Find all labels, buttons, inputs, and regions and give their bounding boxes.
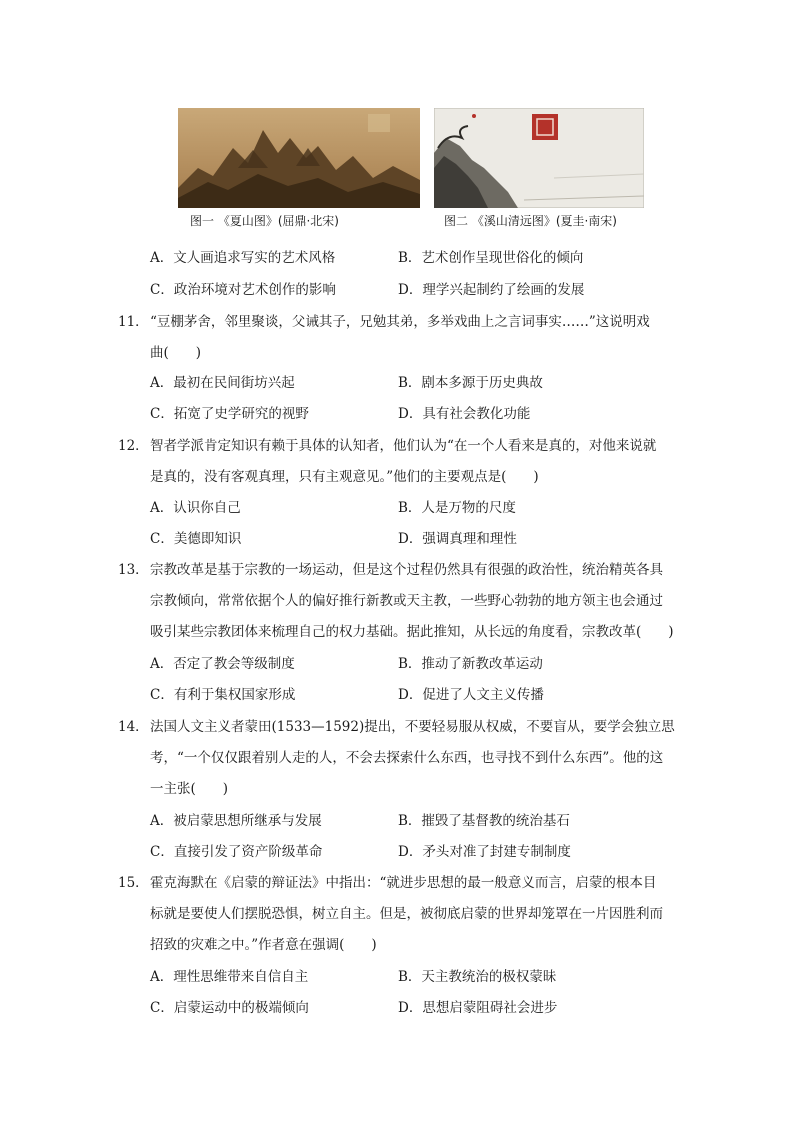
q14-stem-line-1: 法国人文主义者蒙田(1533—1592)提出，不要轻易服从权威，不要盲从，要学会独立思 [150, 719, 675, 735]
figure-2 [434, 108, 644, 228]
q10-option-b: B．艺术创作呈现世俗化的倾向 [398, 250, 584, 266]
q12-option-c: C．美德即知识 [150, 531, 242, 547]
figure-1 [178, 108, 420, 228]
q14-option-b: B．摧毁了基督教的统治基石 [398, 813, 570, 829]
q13-option-a: A．否定了教会等级制度 [150, 656, 295, 672]
q11-stem-line-1: “豆棚茅舍，邻里聚谈，父诫其子，兄勉其弟，多举戏曲上之言词事实……”这说明戏 [150, 314, 650, 330]
q12-number: 12． [118, 438, 149, 454]
q14-option-d: D．矛头对准了封建专制制度 [398, 844, 571, 860]
q15-option-a: A．理性思维带来自信自主 [150, 969, 309, 985]
q11-option-c: C．拓宽了史学研究的视野 [150, 406, 309, 422]
q12-option-d: D．强调真理和理性 [398, 531, 517, 547]
q12-stem-line-1: 智者学派肯定知识有赖于具体的认知者，他们认为“在一个人看来是真的，对他来说就 [150, 438, 657, 454]
q14-option-a: A．被启蒙思想所继承与发展 [150, 813, 322, 829]
q15-stem-line-1: 霍克海默在《启蒙的辩证法》中指出：“就进步思想的最一般意义而言，启蒙的根本目 [150, 875, 657, 891]
q11-option-a: A．最初在民间街坊兴起 [150, 375, 295, 391]
q13-stem-line-1: 宗教改革是基于宗教的一场运动，但是这个过程仍然具有很强的政治性，统治精英各具 [150, 562, 663, 578]
q10-option-a: A．文人画追求写实的艺术风格 [150, 250, 336, 266]
q10-option-d: D．理学兴起制约了绘画的发展 [398, 282, 585, 298]
q14-stem-line-3: 一主张( ) [150, 781, 229, 797]
q15-number: 15． [118, 875, 149, 891]
q15-stem-line-3: 招致的灾难之中。”作者意在强调( ) [150, 937, 377, 953]
q11-option-d: D．具有社会教化功能 [398, 406, 531, 422]
q14-number: 14． [118, 719, 149, 735]
figure-1-caption: 图一 《夏山图》(屈鼎·北宋) [190, 214, 339, 228]
landscape-painting-streams-mountains [434, 108, 644, 208]
q12-option-b: B．人是万物的尺度 [398, 500, 516, 516]
q15-option-c: C．启蒙运动中的极端倾向 [150, 1000, 309, 1016]
q12-stem-line-2: 是真的，没有客观真理，只有主观意见。”他们的主要观点是( ) [150, 469, 539, 485]
q13-option-c: C．有利于集权国家形成 [150, 687, 296, 703]
q13-option-d: D．促进了人文主义传播 [398, 687, 544, 703]
q14-stem-line-2: 考，“一个仅仅跟着别人走的人，不会去探索什么东西，也寻找不到什么东西”。他的这 [150, 750, 664, 766]
q14-option-c: C．直接引发了资产阶级革命 [150, 844, 323, 860]
q12-option-a: A．认识你自己 [150, 500, 241, 516]
q13-option-b: B．推动了新教改革运动 [398, 656, 543, 672]
q13-number: 13． [118, 562, 149, 578]
q11-stem-line-2: 曲( ) [150, 345, 202, 361]
landscape-painting-summer-mountains [178, 108, 420, 208]
figure-2-caption: 图二 《溪山清远图》(夏圭·南宋) [444, 214, 617, 228]
q15-stem-line-2: 标就是要使人们摆脱恐惧，树立自主。但是，被彻底启蒙的世界却笼罩在一片因胜利而 [150, 906, 663, 922]
q13-stem-line-2: 宗教倾向，常常依据个人的偏好推行新教或天主教，一些野心勃勃的地方领主也会通过 [150, 593, 663, 609]
q15-option-b: B．天主教统治的极权蒙昧 [398, 969, 557, 985]
q15-option-d: D．思想启蒙阻碍社会进步 [398, 1000, 558, 1016]
q10-option-c: C．政治环境对艺术创作的影响 [150, 282, 336, 298]
q13-stem-line-3: 吸引某些宗教团体来梳理自己的权力基础。据此推知，从长远的角度看，宗教改革( ) [150, 624, 674, 640]
q11-option-b: B．剧本多源于历史典故 [398, 375, 543, 391]
q11-number: 11． [118, 314, 149, 330]
figure-row [178, 108, 644, 236]
